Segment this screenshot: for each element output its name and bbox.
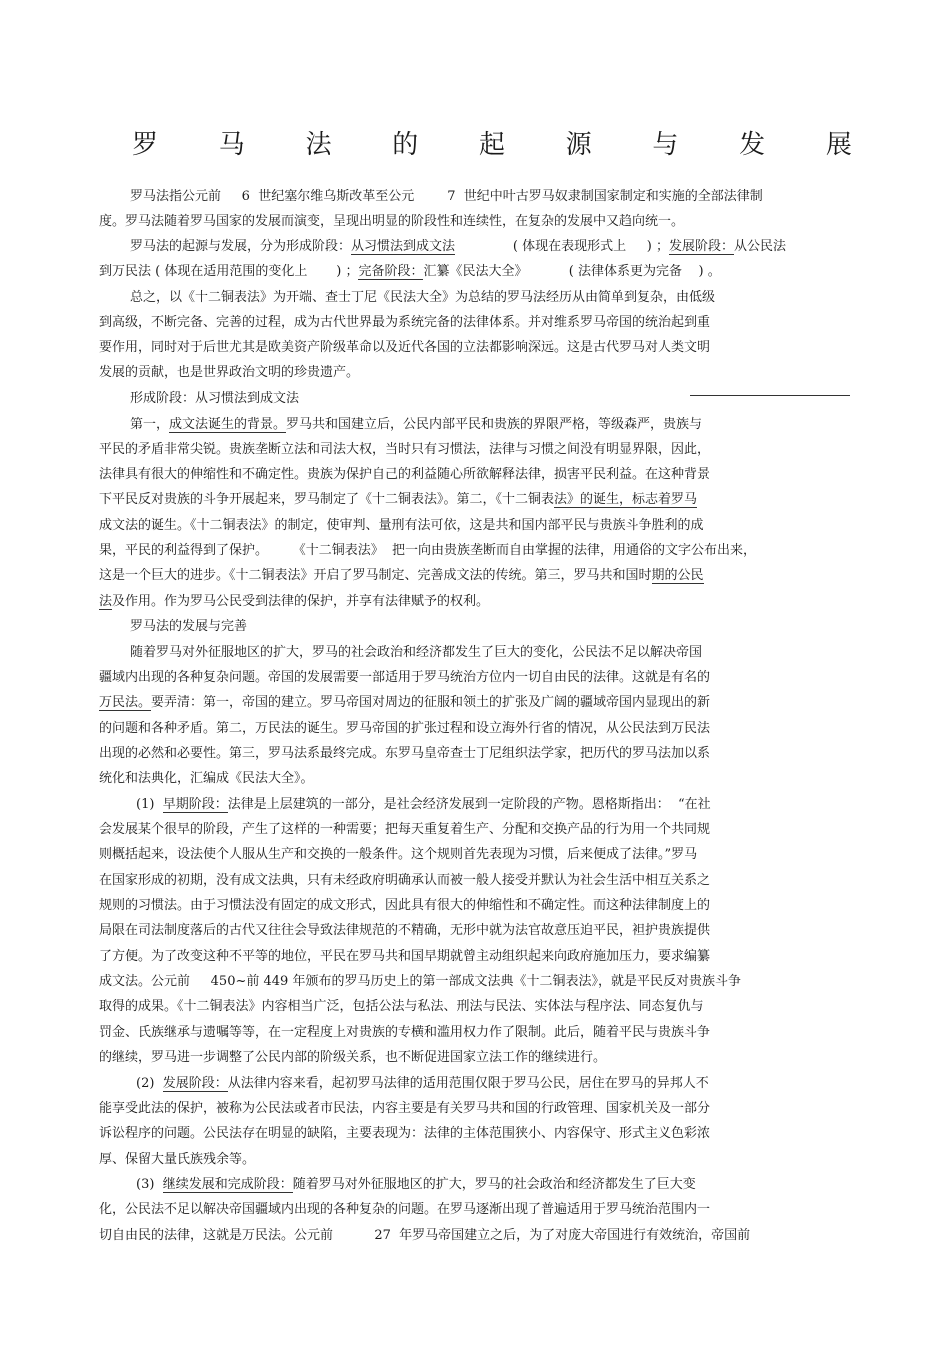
text-segment: 厚、保留大量氏族残余等。 — [99, 1152, 256, 1167]
text-line — [99, 1049, 606, 1067]
text-line — [99, 542, 756, 560]
text-line — [99, 364, 359, 382]
text-segment: 出现的必然和必要性。第三，罗马法系最终完成。东罗马皇帝查士丁尼组织法学家，把历代的罗马法加以系 — [99, 746, 711, 761]
text-line — [136, 1075, 709, 1093]
page-title — [132, 127, 852, 163]
underlined-text: 万民法。 — [99, 695, 152, 710]
text-segment: 疆域内出现的各种复杂问题。帝国的发展需要一部适用于罗马统治方位内一切自由民的法律。这就是有名的 — [99, 670, 711, 685]
text-line — [130, 238, 786, 256]
text-line — [99, 593, 489, 611]
text-segment: 果，平民的利益得到了保护。 《十二铜表法》 把一向由贵族垄断而自由掌握的法律，用通俗的文字公布出来， — [99, 543, 757, 558]
text-line — [99, 314, 710, 332]
title-char: 的 — [392, 130, 419, 160]
text-line — [99, 1227, 750, 1245]
text-line — [99, 922, 710, 940]
text-line — [99, 213, 684, 231]
text-segment: 第一， — [130, 417, 170, 432]
text-line — [99, 669, 710, 687]
text-segment: 则概括起来，设法使个人服从生产和交换的一般条件。这个规则首先表现为习惯，后来便成了法律。”罗马 — [99, 847, 698, 862]
text-line — [130, 390, 299, 408]
text-segment: (1) — [136, 797, 163, 812]
text-line — [136, 1176, 696, 1194]
text-line — [99, 567, 704, 585]
text-segment: 了方便。为了改变这种不平等的地位，平民在罗马共和国早期就曾主动组织起来向政府施加压力，要求编纂 — [99, 949, 711, 964]
text-segment: 取得的成果。《十二铜表法》内容相当广泛，包括公法与私法、刑法与民法、实体法与程序法、同态复仇与 — [99, 999, 704, 1014]
text-segment: 统化和法典化，汇编成《民法大全》。 — [99, 771, 314, 786]
text-segment: (3) — [136, 1177, 163, 1192]
text-segment: 能享受此法的保护，被称为公民法或者市民法，内容主要是有关罗马共和国的行政管理、国家机关及一部分 — [99, 1101, 711, 1116]
text-line — [99, 263, 721, 281]
text-line — [99, 466, 710, 484]
text-segment: 形成阶段：从习惯法到成文法 — [130, 391, 300, 406]
text-segment: 下平民反对贵族的斗争开展起来，罗马制定了《十二铜表法》。第二，《十二铜表 — [99, 492, 555, 507]
underlined-text: 从习惯法到成文法 — [351, 239, 456, 254]
text-segment: 切自由民的法律，这就是万民法。公元前 27 年罗马帝国建立之后，为了对庞大帝国进行有效统治，帝国前 — [99, 1228, 751, 1243]
text-segment: 要弄清：第一，帝国的建立。罗马帝国对周边的征服和领土的扩张及广阔的疆域帝国内显现出的新 — [151, 695, 711, 710]
text-segment: 到高级，不断完备、完善的过程，成为古代世界最为系统完备的法律体系。并对维系罗马帝国的统治起到重 — [99, 315, 711, 330]
title-char: 源 — [565, 130, 592, 160]
text-line — [99, 872, 710, 890]
text-segment: 罚金、氏族继承与遗嘱等等，在一定程度上对贵族的专横和滥用权力作了限制。此后，随着平民与贵族斗争 — [99, 1025, 711, 1040]
text-line — [136, 796, 711, 814]
text-line — [99, 720, 710, 738]
text-line — [99, 948, 710, 966]
title-char: 起 — [478, 130, 505, 160]
text-segment: 罗马法指公元前 6 世纪塞尔维乌斯改革至公元 7 世纪中叶古罗马奴隶制国家制定和实施的全部法律制 — [130, 189, 763, 204]
text-segment: 化，公民法不足以解决帝国疆域内出现的各种复杂的问题。在罗马逐渐出现了普遍适用于罗马统治范围内一 — [99, 1202, 711, 1217]
underlined-text: 完备阶段： — [358, 264, 424, 279]
text-line — [99, 339, 710, 357]
text-segment: 从法律内容来看，起初罗马法律的适用范围仅限于罗马公民，居住在罗马的异邦人不 — [227, 1076, 709, 1091]
title-char: 法 — [305, 130, 332, 160]
text-segment: 罗马共和国建立后，公民内部平民和贵族的界限严格，等级森严，贵族与 — [286, 417, 703, 432]
text-line — [99, 846, 697, 864]
underlined-text: 期的公民 — [651, 568, 704, 583]
text-line — [99, 998, 704, 1016]
text-segment: 规则的习惯法。由于习惯法没有固定的成文形式，因此具有很大的伸缩性和不确定性。而这种法律制度上的 — [99, 898, 711, 913]
text-line — [99, 1125, 710, 1143]
title-char: 与 — [652, 130, 679, 160]
underlined-text: 法》的诞生，标志着罗马 — [554, 492, 698, 507]
text-segment: 罗马法的发展与完善 — [130, 619, 248, 634]
underline-extension — [690, 395, 850, 396]
text-line — [130, 188, 763, 206]
text-segment: 总之，以《十二铜表法》为开端、查士丁尼《民法大全》为总结的罗马法经历从由简单到复杂，由低级 — [130, 290, 716, 305]
text-segment: 发展的贡献，也是世界政治文明的珍贵遗产。 — [99, 365, 360, 380]
text-segment: 的继续，罗马进一步调整了公民内部的阶级关系，也不断促进国家立法工作的继续进行。 — [99, 1050, 607, 1065]
text-segment: 随着罗马对外征服地区的扩大，罗马的社会政治和经济都发生了巨大变 — [292, 1177, 696, 1192]
text-segment: 成文法。公元前 450~前 449 年颁布的罗马历史上的第一部成文法典《十二铜表法》，就是平民反对贵族斗争 — [99, 974, 741, 989]
text-line — [99, 770, 314, 788]
underlined-text: 早期阶段： — [162, 797, 228, 812]
text-segment: 在国家形成的初期，没有成文法典，只有未经政府明确承认而被一般人接受并默认为社会生活中相互关系之 — [99, 873, 711, 888]
text-segment: 诉讼程序的问题。公民法存在明显的缺陷，主要表现为：法律的主体范围狭小、内容保守、形式主义色彩浓 — [99, 1126, 711, 1141]
text-segment: 从公民法 — [733, 239, 786, 254]
text-segment: 随着罗马对外征服地区的扩大，罗马的社会政治和经济都发生了巨大的变化，公民法不足以解决帝国 — [130, 645, 703, 660]
text-line — [130, 289, 715, 307]
text-segment: 汇纂《民法大全》 ( 法律体系更为完备 ) 。 — [423, 264, 721, 279]
text-line — [99, 517, 704, 535]
text-line — [99, 694, 710, 712]
title-char: 罗 — [132, 130, 159, 160]
text-line — [130, 416, 702, 434]
underlined-text: 成文法诞生的背景。 — [169, 417, 287, 432]
text-line — [99, 1100, 710, 1118]
text-line — [99, 1201, 710, 1219]
text-segment: 法律具有很大的伸缩性和不确定性。贵族为保护自己的利益随心所欲解释法律，损害平民利益。在这种背景 — [99, 467, 711, 482]
text-segment: 会发展某个很早的阶段，产生了这样的一种需要；把每天重复着生产、分配和交换产品的行为用一个共同规 — [99, 822, 711, 837]
text-line — [130, 618, 247, 636]
text-line — [130, 644, 702, 662]
text-segment: 的问题和各种矛盾。第二，万民法的诞生。罗马帝国的扩张过程和设立海外行省的情况，从公民法到万民法 — [99, 721, 711, 736]
text-segment: 到万民法 ( 体现在适用范围的变化上 ) ； — [99, 264, 359, 279]
title-char: 马 — [218, 130, 245, 160]
underlined-text: 法 — [99, 594, 113, 609]
text-segment: 这是一个巨大的进步。《十二铜表法》开启了罗马制定、完善成文法的传统。第三，罗马共和国时 — [99, 568, 652, 583]
text-line — [99, 745, 710, 763]
text-segment: 罗马法的起源与发展，分为形成阶段： — [130, 239, 352, 254]
text-line — [99, 821, 710, 839]
text-line — [99, 1151, 255, 1169]
title-char: 发 — [739, 130, 766, 160]
text-line — [99, 1024, 710, 1042]
title-char: 展 — [825, 130, 852, 160]
text-line — [99, 491, 697, 509]
text-segment: 及作用。作为罗马公民受到法律的保护，并享有法律赋予的权利。 — [112, 594, 490, 609]
text-segment: 法律是上层建筑的一部分，是社会经济发展到一定阶段的产物。恩格斯指出： “在社 — [227, 797, 711, 812]
text-line — [99, 973, 741, 991]
text-segment: 平民的矛盾非常尖锐。贵族垄断立法和司法大权，当时只有习惯法，法律与习惯之间没有明显界限，因此， — [99, 442, 711, 457]
underlined-text: 发展阶段： — [668, 239, 734, 254]
text-segment: 要作用，同时对于后世尤其是欧美资产阶级革命以及近代各国的立法都影响深远。这是古代罗马对人类文明 — [99, 340, 711, 355]
text-segment: (2) — [136, 1076, 163, 1091]
text-segment: ( 体现在表现形式上 ) ； — [455, 239, 669, 254]
underlined-text: 发展阶段： — [162, 1076, 228, 1091]
text-segment: 局限在司法制度落后的古代又往往会导致法律规范的不精确，无形中就为法官故意压迫平民，袒护贵族提供 — [99, 923, 711, 938]
text-line — [99, 897, 710, 915]
text-segment: 成文法的诞生。《十二铜表法》的制定，使审判、量刑有法可依，这是共和国内部平民与贵族斗争胜利的成 — [99, 518, 704, 533]
text-line — [99, 441, 710, 459]
underlined-text: 继续发展和完成阶段： — [162, 1177, 293, 1192]
text-segment: 度。罗马法随着罗马国家的发展而演变，呈现出明显的阶段性和连续性，在复杂的发展中又趋向统一。 — [99, 214, 685, 229]
